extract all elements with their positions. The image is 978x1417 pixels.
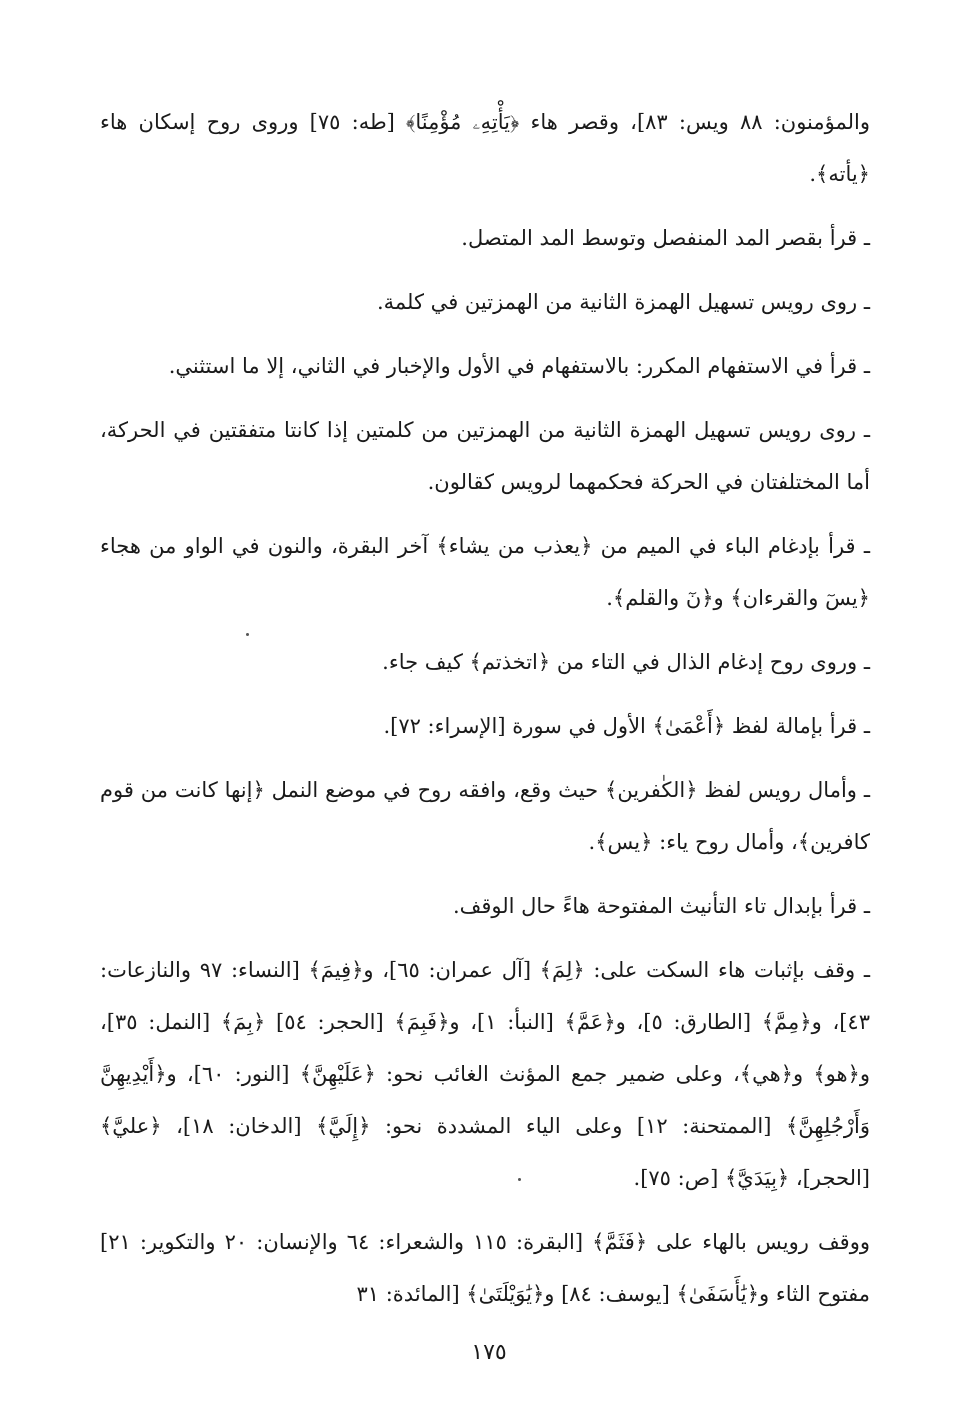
paragraph: ـ قرأ في الاستفهام المكرر: بالاستفهام في الأول والإخبار في الثاني، إلا ما استثني. <box>168 354 870 378</box>
paragraph: ـ قرأ بإدغام الباء في الميم من ﴿يعذب من يشاء﴾ آخر البقرة، والنون في الواو من هجاء ﴿يسٓ والقرءان﴾ و﴿نٓ والقلم﴾. <box>100 534 870 610</box>
paragraph: ـ روى رويس تسهيل الهمزة الثانية من الهمزتين من كلمتين إذا كانتا متفقتين في الحركة، أما المختلفتان في الحركة فحكمهما لرويس كقالون. <box>100 418 870 494</box>
page-body <box>100 96 870 1332</box>
paragraph: ـ قرأ بإبدال تاء التأنيث المفتوحة هاءً حال الوقف. <box>452 894 870 918</box>
paragraph: والمؤمنون: ٨٨ ويس: ٨٣]، وقصر هاء ﴿يَأْتِهِۦ مُؤْمِنًا﴾ [طه: ٧٥] وروى روح إسكان هاء ﴿يأته﴾. <box>100 110 870 186</box>
paragraph: ـ قرأ بإمالة لفظ ﴿أَعْمَىٰ﴾ الأول في سورة [الإسراء: ٧٢]. <box>383 714 870 738</box>
paragraph: ـ وأمال رويس لفظ ﴿الكٰفرين﴾ حيث وقع، وافقه روح في موضع النمل ﴿إنها كانت من قوم كافرين﴾، وأمال روح ياء: ﴿يس﴾. <box>100 778 870 854</box>
page-number: ١٧٥ <box>471 1340 507 1365</box>
paragraph: ـ قرأ بقصر المد المنفصل وتوسط المد المتصل. <box>461 226 870 250</box>
paragraph: ـ وقف بإثبات هاء السكت على: ﴿لِمَ﴾ [آل عمران: ٦٥]، و﴿فِيمَ﴾ [النساء: ٩٧ والنازعات: ٤٣]، و﴿مِمَّ﴾ [الطارق: ٥]، و﴿عَمَّ﴾ [النبأ: ١]، و﴿فَبِمَ﴾ [الحجر: ٥٤] ﴿بِمَ﴾ [النمل: ٣٥]، و﴿هو﴾ و﴿هي﴾، وعلى ضمير جمع المؤنث الغائب نحو: ﴿عَلَيْهِنَّ﴾ [النور: ٦٠]، و﴿أَيْدِيهِنَّ وَأَرْجُلِهِنَّ﴾ [الممتحنة: ١٢] وعلى الياء المشددة نحو: ﴿إِلَيَّ﴾ [الدخان: ١٨]، ﴿عليَّ﴾ [الحجر]، ﴿بِيَدَيَّ﴾ [ص: ٧٥]. <box>100 958 871 1190</box>
paragraph: ـ وروى روح إدغام الذال في التاء من ﴿اتخذتم﴾ كيف جاء. <box>382 650 870 674</box>
scan-speck <box>518 1178 521 1181</box>
paragraph: ـ روى رويس تسهيل الهمزة الثانية من الهمزتين في كلمة. <box>376 290 870 314</box>
paragraph: ووقف رويس بالهاء على ﴿فَثَمَّ﴾ [البقرة: ١١٥ والشعراء: ٦٤ والإنسان: ٢٠ والتكوير: ٢١] مفتوح الثاء و﴿يَٰأَسَفَىٰ﴾ [يوسف: ٨٤] و﴿يَٰوَيْلَتَىٰ﴾ [المائدة: ٣١ <box>100 1230 871 1306</box>
scan-speck <box>246 633 249 636</box>
